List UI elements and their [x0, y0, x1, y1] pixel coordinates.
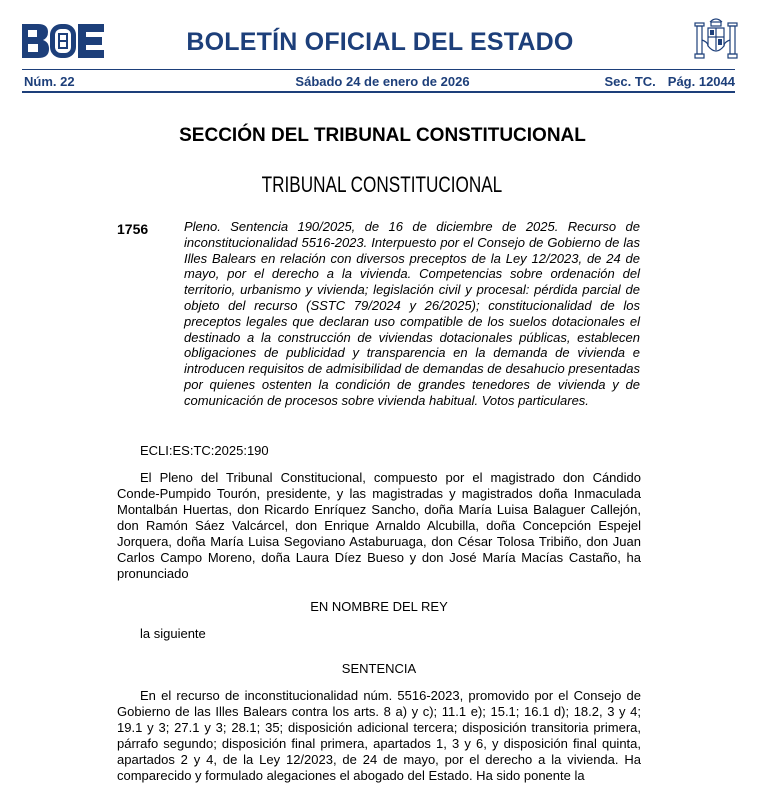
sentencia-heading: SENTENCIA	[341, 661, 417, 676]
header-bottom-rule	[22, 91, 735, 93]
issue-date: Sábado 24 de enero de 2026	[295, 74, 470, 89]
coat-of-arms-icon	[694, 16, 738, 62]
publication-title: BOLETÍN OFICIAL DEL ESTADO	[186, 28, 574, 56]
section-title: SECCIÓN DEL TRIBUNAL CONSTITUCIONAL	[179, 125, 586, 146]
section-page	[604, 74, 735, 89]
en-nombre-del-rey: EN NOMBRE DEL REY	[310, 599, 448, 614]
body-paragraph-recurso: En el recurso de inconstitucionalidad núm. 5516-2023, promovido por el Consejo de Gobierno de las Illes Balears contra los arts. 8 a) y c); 11.1 e); 15.1; 16.1 d); 18.2, 3 y 4; 19.1 y 3; 27.1 y 3; 28.1; 35; disposición adicional tercera; disposición transitoria primera, párrafo segundo; disposición final primera, apartados 1, 3 y 6, y disposición final quinta, apartados 2 y 4, de la Ley 12/2023, de 24 de mayo, por el derecho a la vivienda. Ha comparecido y formulado alegaciones el abogado del Estado. Ha sido ponente la	[117, 688, 641, 783]
boe-logo-icon	[22, 24, 104, 58]
header-top-rule	[22, 69, 735, 70]
item-number: 1756	[117, 221, 149, 237]
ruling-summary: Pleno. Sentencia 190/2025, de 16 de diciembre de 2025. Recurso de inconstitucionalidad 5516-2023. Interpuesto por el Consejo de Gobierno de las Illes Balears en relación con diversos preceptos de la Ley 12/2023, de 24 de mayo, por el derecho a la vivienda. Competencias sobre ordenación del territorio, urbanismo y vivienda; legislación civil y procesal: pérdida parcial de objeto del recurso (SSTC 79/2024 y 26/2025); constitucionalidad de los preceptos legales que declaran uso compatible de los suelos dotacionales el destinado a la construcción de viviendas dotacionales públicas, establecen obligaciones de publicidad y transparencia en la demanda de vivienda e introducen requisitos de admisibilidad de demandas de desahucio presentadas por quienes ostenten la condición de grandes tenedores de vivienda y de comunicación de procesos sobre vivienda habitual. Votos particulares.	[184, 219, 640, 408]
body-paragraph-composition: El Pleno del Tribunal Constitucional, compuesto por el magistrado don Cándido Conde-Pumpido Tourón, presidente, y las magistradas y magistrados doña Inmaculada Montalbán Huertas, don Ricardo Enríquez Sancho, doña María Luisa Balaguer Callejón, don Ramón Sáez Valcárcel, don Enrique Arnaldo Alcubilla, doña Concepción Espejel Jorquera, doña María Luisa Segoviano Astaburuaga, don César Tolosa Tribiño, don Juan Carlos Campo Moreno, doña Laura Díez Bueso y don José María Macías Castaño, ha pronunciado	[117, 470, 641, 581]
la-siguiente: la siguiente	[140, 626, 206, 641]
page-header	[0, 0, 765, 100]
ecli-identifier: ECLI:ES:TC:2025:190	[140, 443, 269, 458]
court-title: TRIBUNAL CONSTITUCIONAL	[261, 172, 503, 197]
page-label: Pág. 12044	[667, 74, 735, 89]
section-label: Sec. TC.	[604, 74, 656, 89]
issue-number: Núm. 22	[24, 74, 75, 89]
